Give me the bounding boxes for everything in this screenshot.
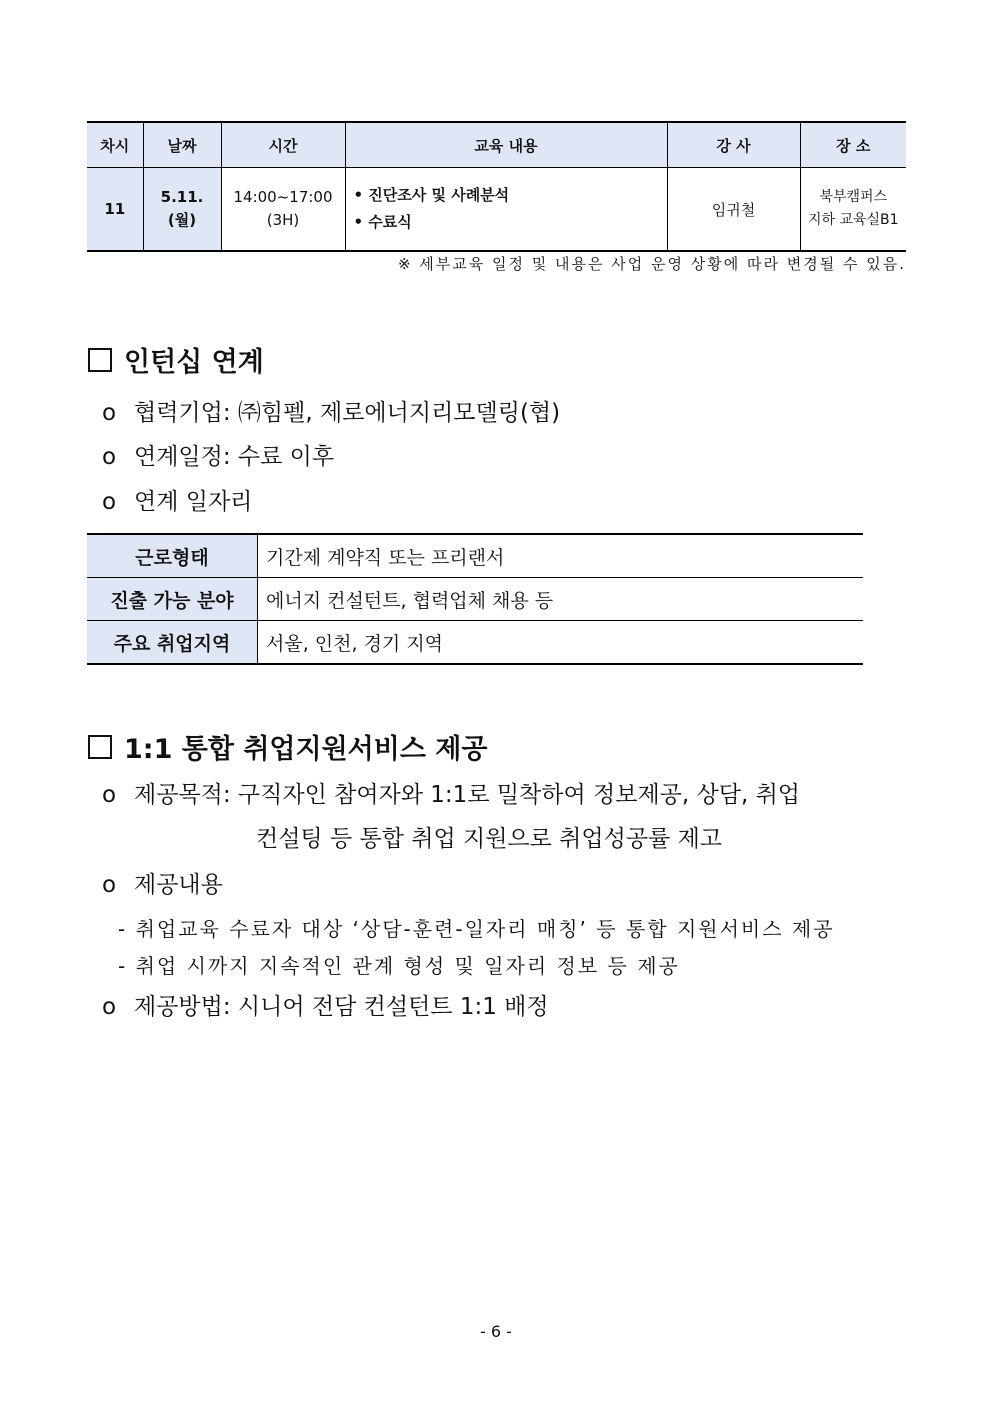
bullet-schedule — [102, 438, 334, 471]
schedule-table — [87, 121, 906, 252]
content-item: • 진단조사 및 사례분석 — [353, 186, 510, 204]
bullet-method — [102, 988, 549, 1021]
circle-bullet-icon: o — [102, 994, 117, 1020]
bullet-text: 연계 일자리 — [134, 489, 253, 515]
circle-bullet-icon: o — [102, 872, 117, 898]
jobs-key: 주요 취업지역 — [87, 621, 258, 665]
time-line2: (3H) — [266, 211, 300, 229]
bullet-text: 연계일정: 수료 이후 — [134, 444, 335, 470]
jobs-row — [87, 621, 863, 665]
jobs-value: 서울, 인천, 경기 지역 — [266, 632, 444, 655]
cell-date — [143, 168, 221, 252]
schedule-row — [87, 168, 906, 252]
circle-bullet-icon: o — [102, 489, 117, 515]
bullet-purpose-continued: 컨설팅 등 통합 취업 지원으로 취업성공률 제고 — [256, 826, 723, 852]
bullet-content — [102, 866, 223, 899]
time-line1: 14:00~17:00 — [233, 188, 333, 206]
section-heading-service — [88, 727, 487, 766]
circle-bullet-icon: o — [102, 444, 117, 470]
bullet-purpose — [102, 776, 800, 809]
header-instructor: 강 사 — [667, 122, 800, 168]
cell-instructor: 임귀철 — [667, 168, 800, 252]
jobs-key: 근로형태 — [87, 534, 258, 578]
bullet-text: 제공내용 — [134, 872, 223, 898]
date-line2: (월) — [167, 211, 197, 229]
dash-item: - 취업 시까지 지속적인 관계 형성 및 일자리 정보 등 제공 — [118, 954, 680, 978]
page-number: - 6 - — [480, 1322, 512, 1341]
bullet-text: 제공방법: 시니어 전담 컨설턴트 1:1 배정 — [134, 994, 549, 1020]
content-item: • 수료식 — [353, 213, 412, 231]
cell-content — [345, 168, 667, 252]
heading-text: 인턴십 연계 — [124, 347, 264, 378]
heading-text: 1:1 통합 취업지원서비스 제공 — [124, 734, 488, 765]
bullet-jobs — [102, 483, 252, 516]
header-time: 시간 — [221, 122, 345, 168]
header-content: 교육 내용 — [345, 122, 667, 168]
jobs-row — [87, 578, 863, 621]
checkbox-square-icon — [88, 348, 112, 372]
jobs-table — [87, 533, 863, 665]
cell-place — [800, 168, 906, 252]
header-place: 장 소 — [800, 122, 906, 168]
jobs-row — [87, 534, 863, 578]
cell-time — [221, 168, 345, 252]
header-session: 차시 — [87, 122, 143, 168]
header-date: 날짜 — [143, 122, 221, 168]
place-line2: 지하 교육실B1 — [807, 212, 899, 228]
bullet-partner — [102, 394, 560, 427]
date-line1: 5.11. — [160, 188, 204, 206]
section-heading-internship — [88, 340, 264, 379]
jobs-key: 진출 가능 분야 — [87, 578, 258, 621]
bullet-text: 제공목적: 구직자인 참여자와 1:1로 밀착하여 정보제공, 상담, 취업 — [134, 782, 801, 808]
dash-item: - 취업교육 수료자 대상 ‘상담-훈련-일자리 매칭’ 등 통합 지원서비스 제공 — [118, 917, 835, 941]
bullet-text: 협력기업: ㈜힘펠, 제로에너지리모델링(협) — [134, 400, 561, 426]
schedule-note: ※ 세부교육 일정 및 내용은 사업 운영 상황에 따라 변경될 수 있음. — [397, 255, 906, 273]
jobs-value: 에너지 컨설턴트, 협력업체 채용 등 — [266, 589, 554, 612]
circle-bullet-icon: o — [102, 400, 117, 426]
circle-bullet-icon: o — [102, 782, 117, 808]
checkbox-square-icon — [88, 735, 112, 759]
jobs-value: 기간제 계약직 또는 프리랜서 — [266, 546, 505, 569]
place-line1: 북부캠퍼스 — [819, 189, 888, 205]
schedule-header-row — [87, 122, 906, 168]
cell-session: 11 — [87, 168, 143, 252]
